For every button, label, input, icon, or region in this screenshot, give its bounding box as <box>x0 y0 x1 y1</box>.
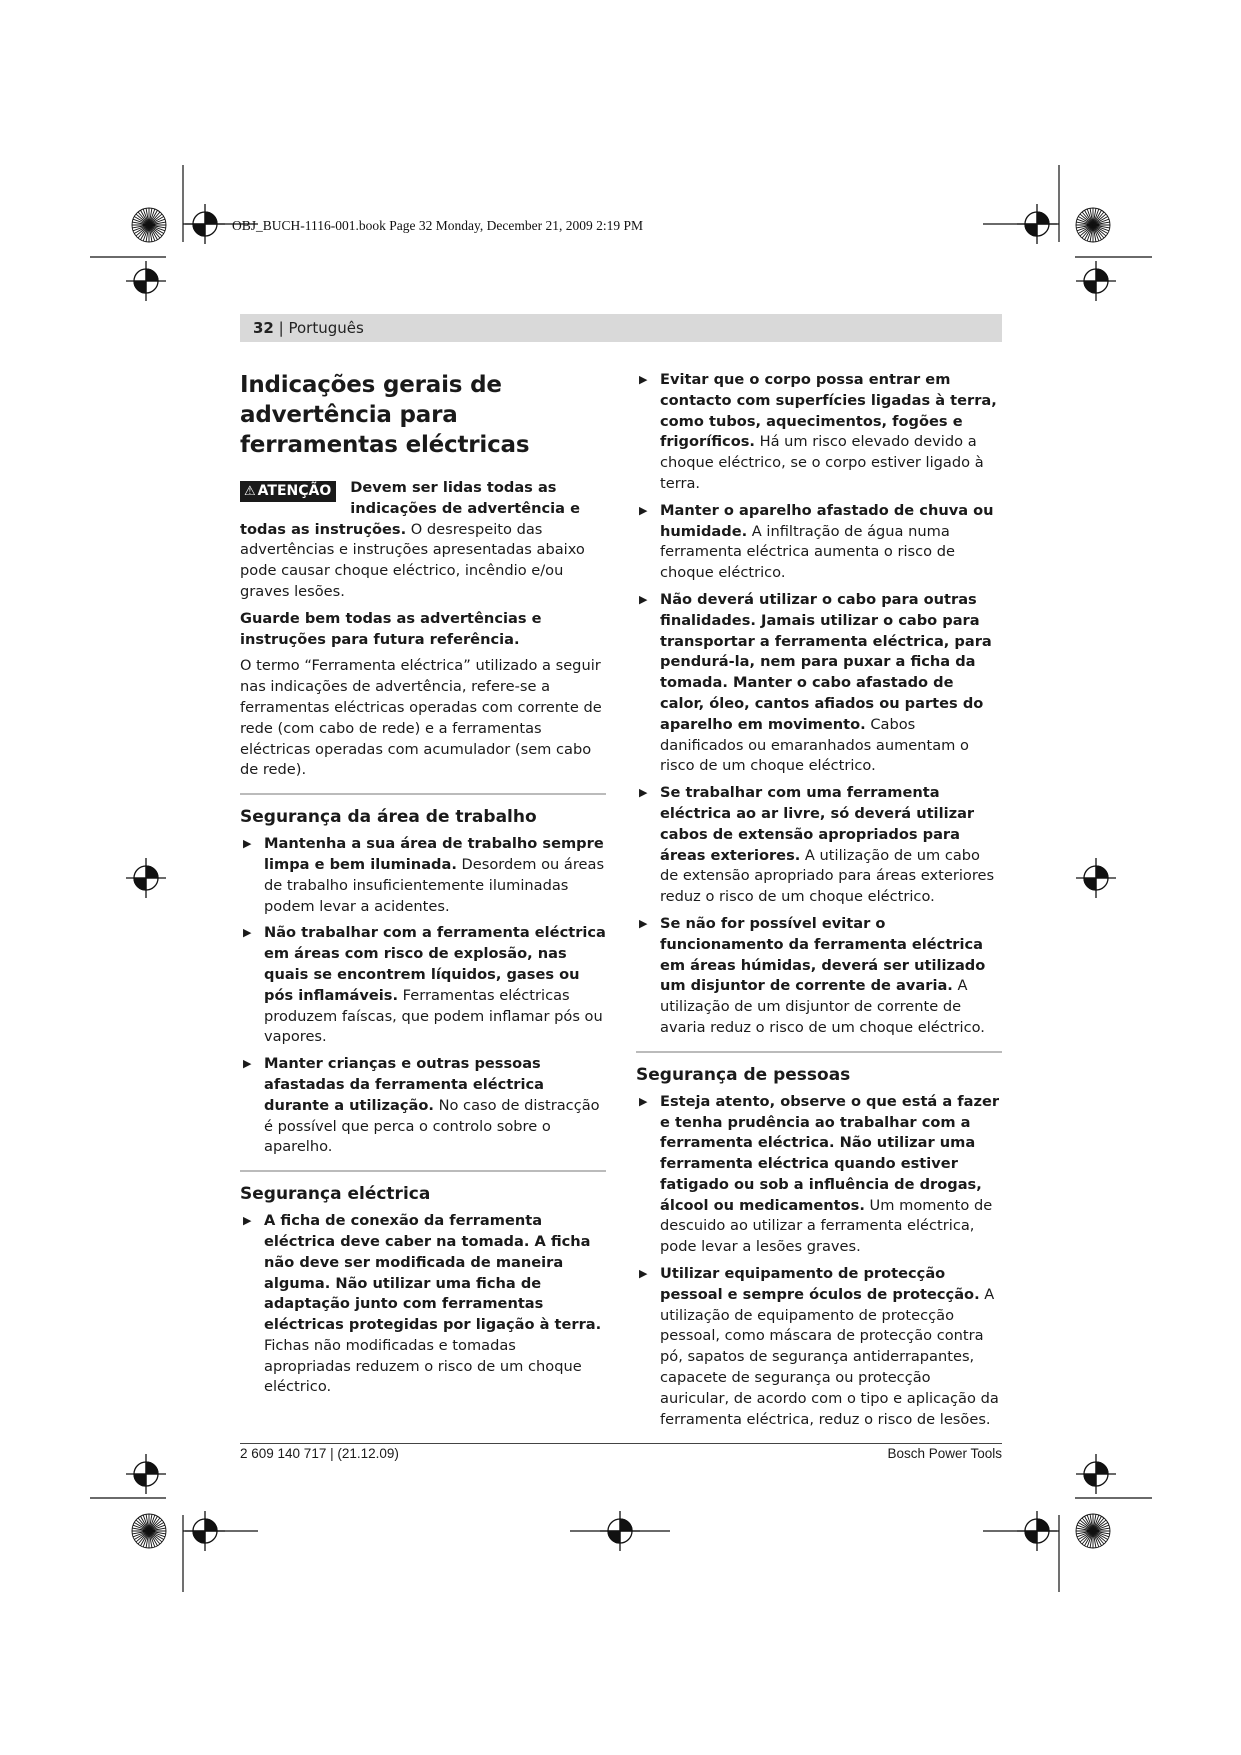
bullet-triangle-icon: ▶ <box>639 786 648 800</box>
starburst-target-icon <box>1076 208 1110 242</box>
warning-bold-text: Devem ser lidas todas as indicações de advertência e todas as instruções. <box>240 479 581 538</box>
header-separator: | <box>273 319 289 337</box>
list-item <box>636 370 1002 495</box>
item-bold: Manter o aparelho afastado de chuva ou humidade. <box>660 501 994 540</box>
list-item <box>636 501 1002 584</box>
item-text: Ferramentas eléctricas produzem faíscas, que podem inflamar pós ou vapores. <box>264 986 603 1046</box>
left-column <box>240 370 606 1404</box>
footer-doc-number: 2 609 140 717 | (21.12.09) <box>240 1446 399 1461</box>
item-bold: Não deverá utilizar o cabo para outras finalidades. Jamais utilizar o cabo para transportar a ferramenta eléctrica, para pendurá-la, nem para puxar a ficha da tomada. Manter o cabo afastado de calor, óleo, cantos afiados ou partes do aparelho em movimento. <box>660 590 992 733</box>
item-text: Fichas não modificadas e tomadas apropriadas reduzem o risco de um choque eléctrico. <box>264 1336 582 1396</box>
persons-section <box>636 1051 1002 1431</box>
bullet-triangle-icon: ▶ <box>639 373 648 386</box>
starburst-target-icon <box>1076 1514 1110 1548</box>
item-text: A utilização de equipamento de protecção pessoal, como máscara de protecção contra pó, sapatos de segurança antiderrapantes, capacete de segurança ou protecção auricular, de acordo com o tipo e aplicação da ferramenta eléctrica, reduz o risco de lesões. <box>660 1285 999 1428</box>
item-bold: Utilizar equipamento de protecção pessoal e sempre óculos de protecção. <box>660 1265 980 1303</box>
item-bold: A ficha de conexão da ferramenta eléctrica deve caber na tomada. A ficha não deve ser modificada de maneira alguma. Não utilizar uma ficha de adaptação junto com ferramentas eléctricas protegidas por ligação à terra. <box>264 1212 602 1334</box>
list-item <box>240 834 606 917</box>
warning-badge <box>240 481 336 502</box>
list-item <box>636 1092 1002 1258</box>
persons-list <box>636 1092 1002 1431</box>
item-text: Desordem ou áreas de trabalho insuficientemente iluminadas podem levar a acidentes. <box>264 855 605 915</box>
list-item <box>240 923 606 1048</box>
right-column <box>636 370 1002 1436</box>
starburst-target-icon <box>132 208 166 242</box>
header-language: Português <box>288 319 364 337</box>
bullet-triangle-icon: ▶ <box>639 916 648 930</box>
keep-note <box>240 609 606 651</box>
item-text: No caso de distracção é possível que perca o controlo sobre o aparelho. <box>264 1096 600 1156</box>
persons-heading: Segurança de pessoas <box>636 1051 1002 1086</box>
work-area-section <box>240 793 606 1158</box>
starburst-target-icon <box>132 1514 166 1548</box>
item-bold: Se trabalhar com uma ferramenta eléctrica ao ar livre, só deverá utilizar cabos de extensão apropriados para áreas exteriores. <box>660 784 975 864</box>
list-item <box>240 1211 606 1398</box>
electrical-list <box>240 1211 606 1398</box>
keep-note-text: Guarde bem todas as advertências e instruções para futura referência. <box>240 609 542 648</box>
footer-brand: Bosch Power Tools <box>887 1446 1002 1461</box>
work-area-list <box>240 834 606 1158</box>
list-item <box>636 1264 1002 1430</box>
item-bold: Esteja atento, observe o que está a fazer e tenha prudência ao trabalhar com a ferramenta eléctrica. Não utilizar uma ferramenta eléctrica quando estiver fatigado ou sob a influência de drogas, álcool ou medicamentos. <box>660 1092 1000 1214</box>
item-text: A infiltração de água numa ferramenta eléctrica aumenta o risco de choque eléctrico. <box>660 522 955 582</box>
list-item <box>636 783 1002 908</box>
print-info-line: OBJ_BUCH-1116-001.book Page 32 Monday, December 21, 2009 2:19 PM <box>232 218 643 233</box>
warning-paragraph <box>240 478 606 603</box>
item-bold: Manter crianças e outras pessoas afastadas da ferramenta eléctrica durante a utilização. <box>264 1055 545 1114</box>
warning-text: O desrespeito das advertências e instruções apresentadas abaixo pode causar choque eléctrico, incêndio e/ou graves lesões. <box>240 520 585 600</box>
term-paragraph: O termo “Ferramenta eléctrica” utilizado a seguir nas indicações de advertência, refere-se a ferramentas eléctricas operadas com corrente de rede (com cabo de rede) e a ferramentas eléctricas operadas com acumulador (sem cabo de rede). <box>240 657 602 779</box>
item-bold: Mantenha a sua área de trabalho sempre limpa e bem iluminada. <box>264 835 604 873</box>
bullet-triangle-icon: ▶ <box>243 1057 252 1071</box>
item-text: A utilização de um cabo de extensão apropriado para áreas exteriores reduz o risco de um choque eléctrico. <box>660 846 995 906</box>
bullet-triangle-icon: ▶ <box>243 1214 252 1228</box>
electrical-heading: Segurança eléctrica <box>240 1170 606 1205</box>
bullet-triangle-icon: ▶ <box>639 503 648 517</box>
item-bold: Não trabalhar com a ferramenta eléctrica em áreas com risco de explosão, nas quais se encontrem líquidos, gases ou pós inflamáveis. <box>264 924 606 1004</box>
bullet-triangle-icon: ▶ <box>639 1267 648 1281</box>
item-text: Cabos danificados ou emaranhados aumentam o risco de um choque eléctrico. <box>660 715 969 775</box>
list-item <box>240 1054 606 1158</box>
item-text: Um momento de descuido ao utilizar a ferramenta eléctrica, pode levar a lesões graves. <box>660 1196 993 1256</box>
item-bold: Se não for possível evitar o funcionamento da ferramenta eléctrica em áreas húmidas, deverá ser utilizado um disjuntor de corrente de avaria. <box>660 914 986 995</box>
bullet-triangle-icon: ▶ <box>243 837 252 851</box>
bullet-triangle-icon: ▶ <box>639 1094 648 1108</box>
bullet-triangle-icon: ▶ <box>243 926 252 940</box>
work-area-heading: Segurança da área de trabalho <box>240 793 606 828</box>
item-text: A utilização de um disjuntor de corrente de avaria reduz o risco de um choque eléctrico. <box>660 977 985 1036</box>
item-bold: Evitar que o corpo possa entrar em contacto com superfícies ligadas à terra, como tubos, aquecimentos, fogões e frigoríficos. <box>660 371 997 451</box>
bullet-triangle-icon: ▶ <box>639 592 648 606</box>
page-number: 32 <box>253 319 274 337</box>
electrical-list-continued <box>636 370 1002 1039</box>
list-item <box>636 914 1002 1039</box>
item-text: Há um risco elevado devido a choque eléctrico, se o corpo estiver ligado à terra. <box>660 433 984 492</box>
page-title: Indicações gerais de advertência para ferramentas eléctricas <box>240 372 530 458</box>
page-header-text <box>253 319 364 337</box>
footer-rule <box>240 1443 1002 1444</box>
warning-badge-label: ATENÇÃO <box>257 483 332 499</box>
warning-triangle-icon: ⚠ <box>244 484 256 499</box>
list-item <box>636 590 1002 777</box>
electrical-section <box>240 1170 606 1398</box>
page-header-bar <box>240 314 1002 342</box>
